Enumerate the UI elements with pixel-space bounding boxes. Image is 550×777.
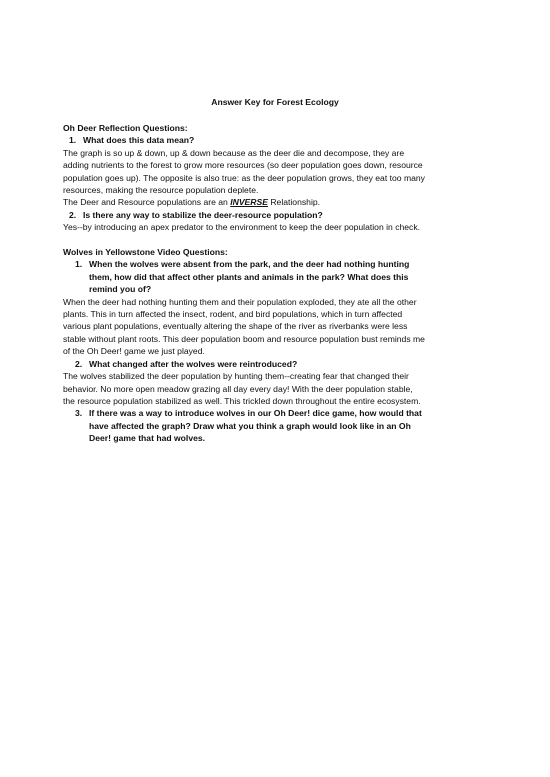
question-number: 1. bbox=[75, 259, 83, 270]
answer-line: When the deer had nothing hunting them and their population exploded, they ate all the other bbox=[63, 296, 417, 307]
answer-line: stable without plant roots. This deer population boom and resource population bust reminds me bbox=[63, 333, 425, 344]
question-3-wolves bbox=[63, 407, 493, 444]
question-number: 1. bbox=[69, 135, 77, 146]
question-text: What changed after the wolves were reintroduced? bbox=[89, 358, 298, 369]
answer-line: adding nutrients to the forest to grow more resources (so deer population goes down, resource bbox=[63, 160, 423, 171]
answer-1-wolves bbox=[63, 296, 493, 358]
answer-line: population goes up). The opposite is also true: as the deer population grows, they eat too many bbox=[63, 172, 425, 183]
question-line: have affected the graph? Draw what you think a graph would look like in an Oh bbox=[89, 420, 411, 431]
section-heading-wolves: Wolves in Yellowstone Video Questions: bbox=[63, 247, 228, 258]
relationship-suffix: Relationship. bbox=[267, 197, 321, 208]
answer-line: resources, making the resource population deplete. bbox=[63, 185, 259, 196]
question-text: What does this data mean? bbox=[83, 135, 195, 146]
answer-2-wolves bbox=[63, 370, 493, 407]
document-title: Answer Key for Forest Ecology bbox=[211, 97, 339, 107]
question-line: them, how did that affect other plants and animals in the park? What does this bbox=[89, 271, 409, 282]
question-line: Deer! game that had wolves. bbox=[89, 433, 206, 444]
answer-line: various plant populations, eventually altering the shape of the river as riverbanks were less bbox=[63, 321, 408, 332]
answer-line: The graph is so up & down, up & down because as the deer die and decompose, they are bbox=[63, 147, 405, 158]
answer-line-relationship bbox=[63, 196, 493, 208]
question-line: If there was a way to introduce wolves in our Oh Deer! dice game, how would that bbox=[89, 408, 422, 419]
section-gap bbox=[63, 234, 493, 246]
question-line: remind you of? bbox=[89, 284, 152, 295]
question-2-oh-deer bbox=[63, 209, 493, 221]
question-number: 2. bbox=[75, 358, 83, 369]
relationship-emphasis: INVERSE bbox=[230, 197, 268, 208]
answer-2-oh-deer: Yes--by introducing an apex predator to the environment to keep the deer population in check. bbox=[63, 222, 421, 233]
question-2-wolves bbox=[63, 358, 493, 370]
document-body bbox=[63, 122, 493, 445]
answer-line: the resource population stabilized as well. This trickled down throughout the entire ecosystem. bbox=[63, 395, 421, 406]
question-number: 2. bbox=[69, 209, 77, 220]
answer-line: plants. This in turn affected the insect, rodent, and bird populations, which in turn affected bbox=[63, 309, 403, 320]
answer-line: behavior. No more open meadow grazing all day every day! With the deer population stable, bbox=[63, 383, 413, 394]
answer-1-oh-deer bbox=[63, 147, 493, 209]
question-1-oh-deer bbox=[63, 134, 493, 146]
question-line: When the wolves were absent from the park, and the deer had nothing hunting bbox=[89, 259, 410, 270]
question-number: 3. bbox=[75, 408, 83, 419]
section-heading-oh-deer: Oh Deer Reflection Questions: bbox=[63, 123, 188, 133]
question-text: Is there any way to stabilize the deer-resource population? bbox=[83, 209, 323, 220]
question-1-wolves bbox=[63, 258, 493, 295]
answer-line: The wolves stabilized the deer population by hunting them--creating fear that changed their bbox=[63, 371, 409, 382]
relationship-prefix: The Deer and Resource populations are an bbox=[63, 197, 231, 208]
answer-line: of the Oh Deer! game we just played. bbox=[63, 346, 205, 357]
